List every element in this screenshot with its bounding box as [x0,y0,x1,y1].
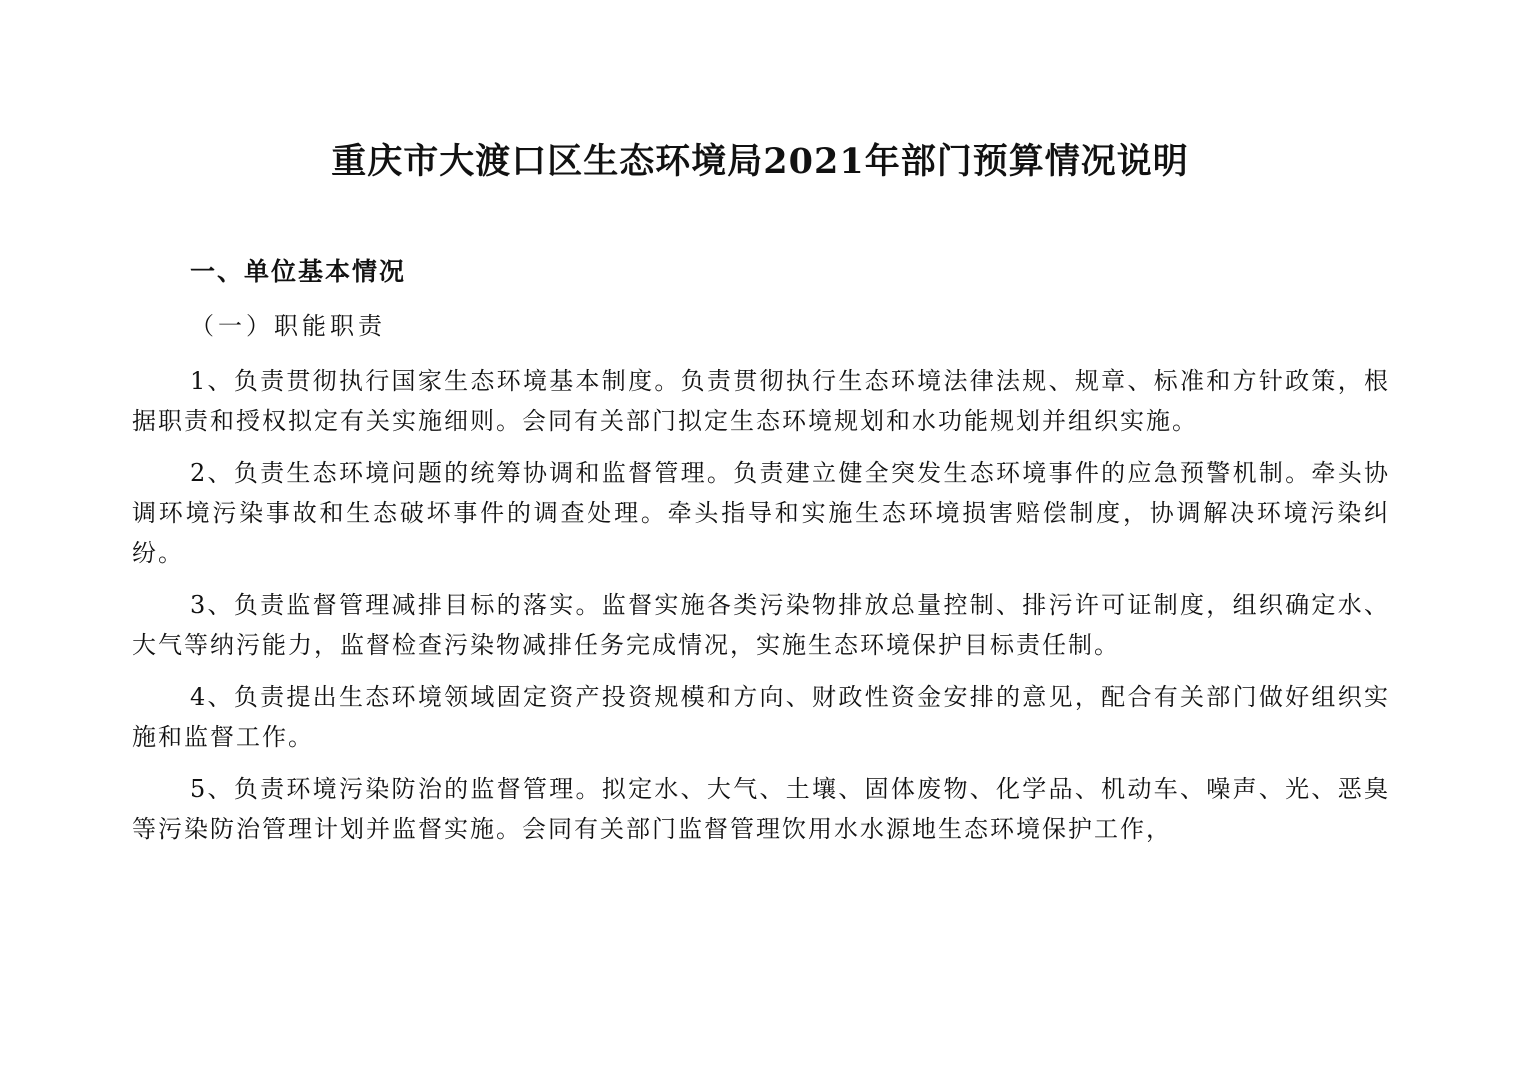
paragraph-5: 5、负责环境污染防治的监督管理。拟定水、大气、土壤、固体废物、化学品、机动车、噪声、光、恶臭等污染防治管理计划并监督实施。会同有关部门监督管理饮用水水源地生态环境保护工作， [132,775,1390,843]
subsection-heading: （一）职能职责 [190,312,386,340]
paragraph-3: 3、负责监督管理减排目标的落实。监督实施各类污染物排放总量控制、排污许可证制度，组织确定水、大气等纳污能力，监督检查污染物减排任务完成情况，实施生态环境保护目标责任制。 [132,591,1390,659]
section-heading: 一、单位基本情况 [190,257,407,286]
document-body [132,361,1390,861]
document-title: 重庆市大渡口区生态环境局2021年部门预算情况说明 [331,141,1189,182]
paragraph-4: 4、负责提出生态环境领域固定资产投资规模和方向、财政性资金安排的意见，配合有关部门做好组织实施和监督工作。 [132,683,1390,751]
paragraph-2: 2、负责生态环境问题的统筹协调和监督管理。负责建立健全突发生态环境事件的应急预警机制。牵头协调环境污染事故和生态破坏事件的调查处理。牵头指导和实施生态环境损害赔偿制度，协调解决环境污染纠纷。 [132,459,1390,567]
paragraph-1: 1、负责贯彻执行国家生态环境基本制度。负责贯彻执行生态环境法律法规、规章、标准和方针政策，根据职责和授权拟定有关实施细则。会同有关部门拟定生态环境规划和水功能规划并组织实施。 [132,367,1390,435]
